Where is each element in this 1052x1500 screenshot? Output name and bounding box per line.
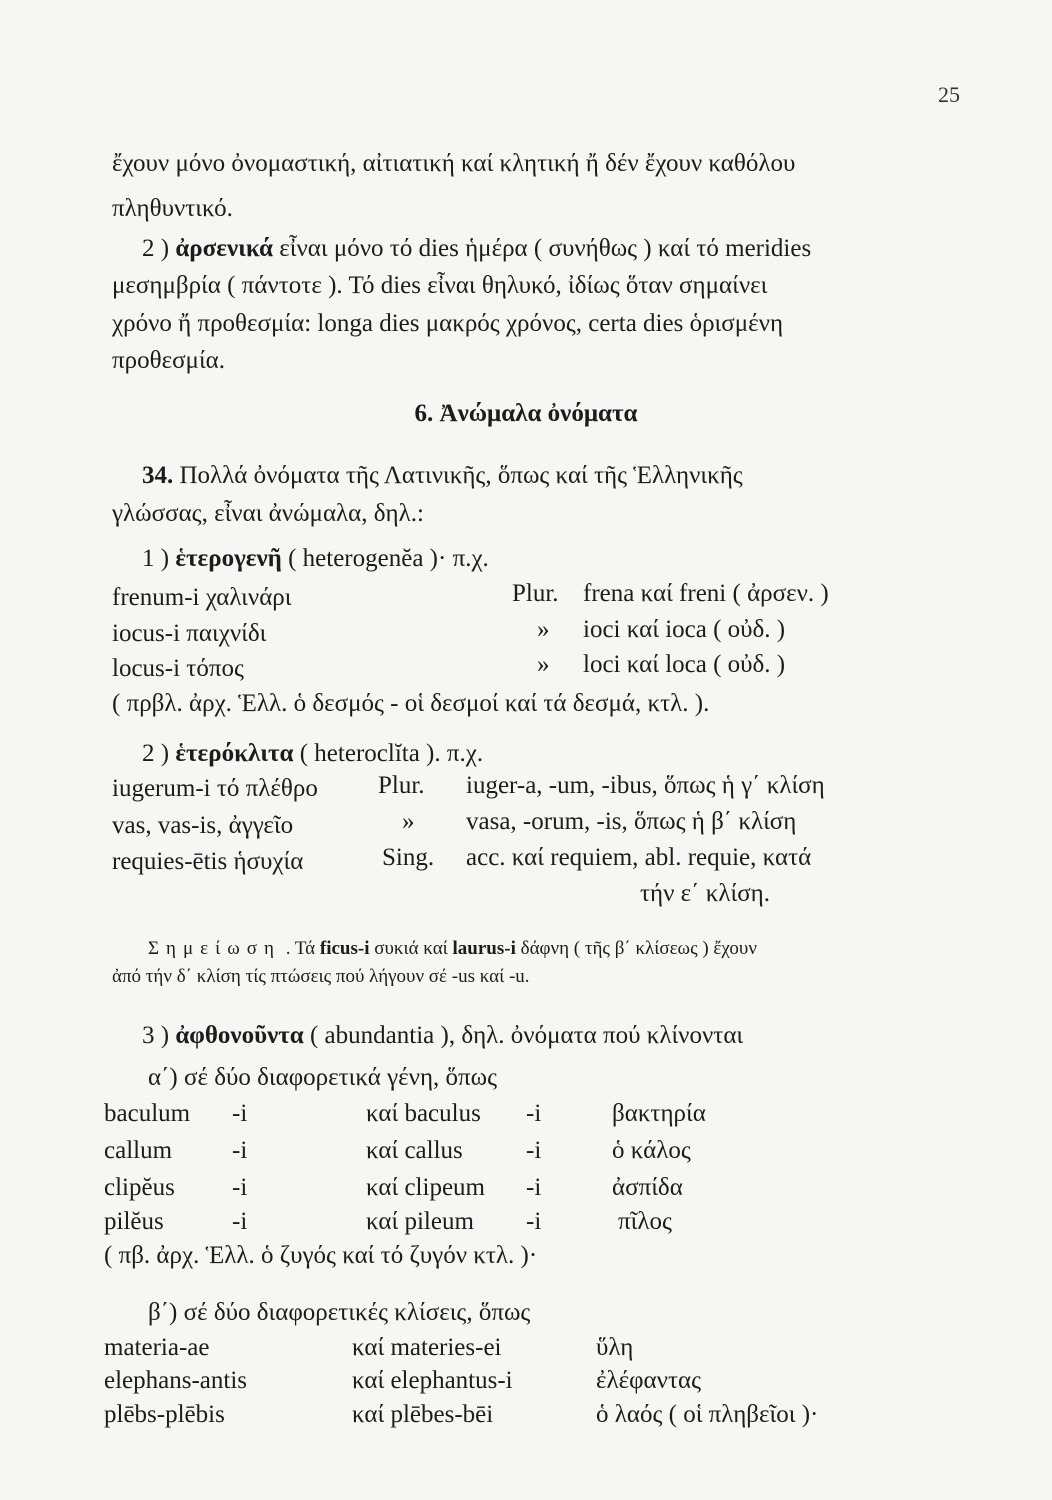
note-line: Σημείωση . Τά ficus-i συκιά καί laurus-i δάφνη ( τῆς β΄ κλίσεως ) ἔχουν [148,938,757,959]
table-cell: » [402,808,415,835]
text-line: 2 ) ἑτερόκλιτα ( heteroclĭta ). π.χ. [142,740,484,767]
text-line: 3 ) ἀφθονοῦντα ( abundantia ), δηλ. ὀνόματα πού κλίνονται [142,1022,744,1049]
note-line: ἀπό τήν δ΄ κλίση τίς πτώσεις πού λήγουν σέ -us καί -u. [112,966,530,987]
table-cell: pilĕus [104,1208,164,1235]
term-bold: ἑτερόκλιτα [175,740,294,767]
term-bold: ἀφθονοῦντα [175,1022,304,1049]
text-line: 1 ) ἑτερογενῆ ( heterogenĕa )· π.χ. [142,545,489,572]
table-cell: locus-i τόπος [112,655,244,682]
table-cell: materia-ae [104,1334,210,1361]
table-cell: καί materies-ei [352,1334,502,1361]
note-label: Σημείωση [148,938,281,959]
table-cell: iocus-i παιχνίδι [112,620,267,647]
table-cell: callum [104,1137,173,1164]
table-cell: ἐλέφαντας [596,1367,701,1394]
table-cell: ὁ λαός ( οἱ πληβεῖοι )· [596,1401,819,1428]
table-cell: καί pileum [366,1208,474,1235]
table-cell: βακτηρία [612,1100,706,1127]
text-line: β΄) σέ δύο διαφορετικές κλίσεις, ὅπως [148,1299,531,1326]
table-cell: καί callus [366,1137,463,1164]
text-line: ( πρβλ. ἀρχ. Ἑλλ. ὁ δεσμός - οἱ δεσμοί καί τά δεσμά, κτλ. ). [112,690,710,717]
table-cell: frena καί freni ( ἀρσεν. ) [583,580,829,607]
text-line: πληθυντικό. [112,195,233,222]
text-line: ἔχουν μόνο ὀνομαστική, αἰτιατική καί κλητική ἤ δέν ἔχουν καθόλου [112,150,796,177]
table-cell: ὕλη [596,1334,634,1361]
text-line: α΄) σέ δύο διαφορετικά γένη, ὅπως [148,1064,498,1091]
text-line: 2 ) ἀρσενικά εἶναι μόνο τό dies ἡμέρα ( συνήθως ) καί τό meridies [142,235,812,262]
table-cell: baculum [104,1100,191,1127]
table-cell: ἀσπίδα [612,1174,683,1201]
table-cell: frenum-i χαλινάρι [112,584,292,611]
text-line: προθεσμία. [112,347,226,374]
term-bold: ἑτερογενῆ [175,545,282,572]
table-cell: πῖλος [618,1208,672,1235]
table-cell: καί elephantus-i [352,1367,513,1394]
table-cell: ὁ κάλος [612,1137,691,1164]
table-cell: clipĕus [104,1174,175,1201]
table-cell: -i [232,1174,248,1201]
table-cell: καί baculus [366,1100,481,1127]
table-cell: Sing. [382,844,435,871]
text-line: γλώσσας, εἶναι ἀνώμαλα, δηλ.: [112,500,424,527]
text-line: ( πβ. ἀρχ. Ἑλλ. ὁ ζυγός καί τό ζυγόν κτλ. )· [104,1242,538,1269]
table-cell: » [537,616,550,643]
text-line: χρόνο ἤ προθεσμία: longa dies μακρός χρόνος, certa dies ὁρισμένη [112,310,784,337]
table-cell: requies-ētis ἡσυχία [112,848,304,875]
table-cell: vas, vas-is, ἀγγεῖο [112,812,294,839]
table-cell: vasa, -orum, -is, ὅπως ἡ β΄ κλίση [466,808,797,835]
table-cell: iugerum-i τό πλέθρο [112,775,318,802]
table-cell: -i [232,1137,248,1164]
table-cell: loci καί loca ( οὐδ. ) [583,651,786,678]
table-cell: Plur. [512,580,559,607]
paragraph-number: 34. [142,462,174,489]
table-cell: plēbs-plēbis [104,1401,225,1428]
text-line: τήν ε΄ κλίση. [640,880,770,907]
table-cell: Plur. [378,772,425,799]
section-heading: 6. Ἀνώμαλα ὀνόματα [414,400,638,427]
table-cell: -i [526,1208,542,1235]
text-line: μεσημβρία ( πάντοτε ). Τό dies εἶναι θηλυκό, ἰδίως ὅταν σημαίνει [112,272,768,299]
table-cell: elephans-antis [104,1367,248,1394]
table-cell: καί clipeum [366,1174,485,1201]
table-cell: καί plēbes-bēi [352,1401,494,1428]
text-line: 34. Πολλά ὀνόματα τῆς Λατινικῆς, ὅπως καί τῆς Ἑλληνικῆς [142,462,743,489]
term-bold: ἀρσενικά [175,235,273,262]
table-cell: ioci καί ioca ( οὐδ. ) [583,616,786,643]
page-number: 25 [938,82,960,107]
table-cell: iuger-a, -um, -ibus, ὅπως ἡ γ΄ κλίση [466,772,825,799]
table-cell: -i [526,1100,542,1127]
table-cell: -i [526,1174,542,1201]
table-cell: -i [232,1208,248,1235]
table-cell: acc. καί requiem, abl. requie, κατά [466,844,812,871]
table-cell: -i [232,1100,248,1127]
table-cell: » [537,651,550,678]
table-cell: -i [526,1137,542,1164]
